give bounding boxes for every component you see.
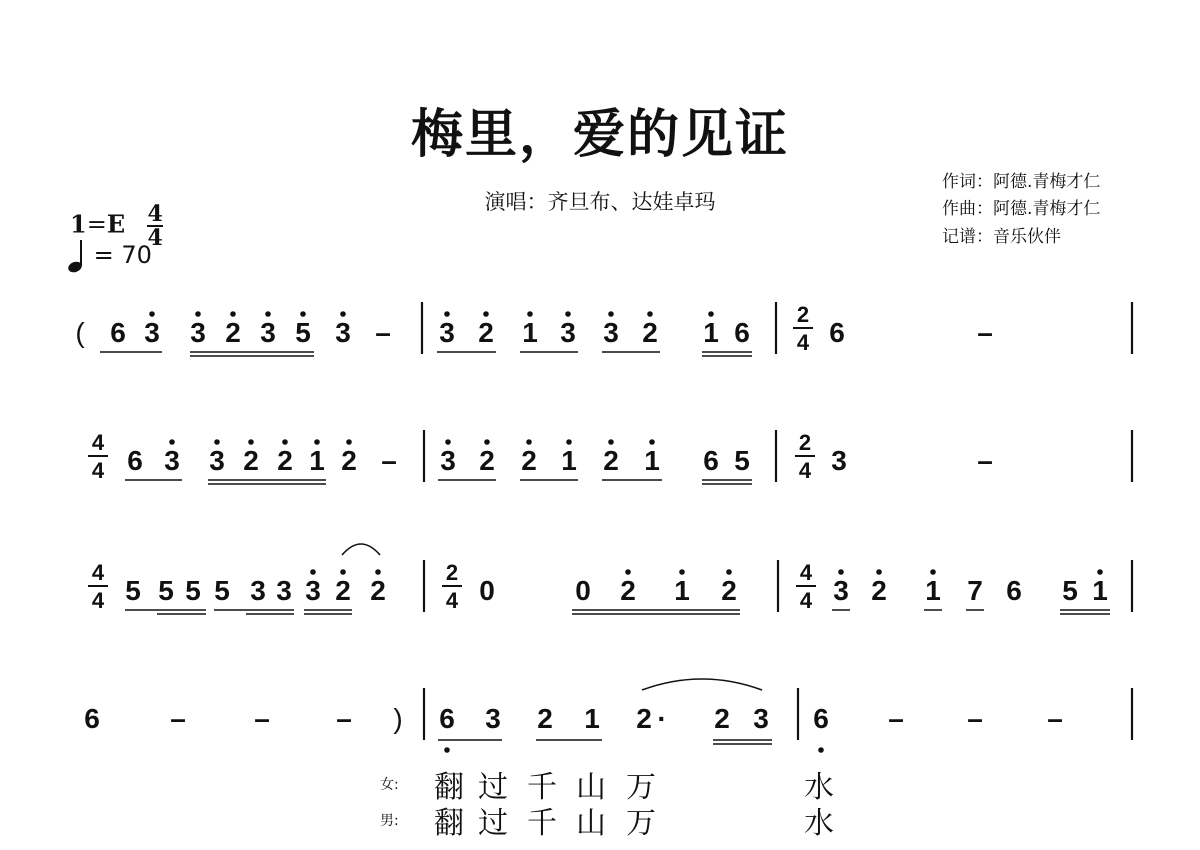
jianpu-note: 2	[721, 575, 737, 606]
male-label: 男:	[380, 813, 399, 829]
jianpu-note: 1	[644, 445, 660, 476]
jianpu-note: 2	[642, 317, 658, 348]
jianpu-note: 3	[305, 575, 321, 606]
extension-dash: –	[977, 317, 993, 348]
jianpu-note: 2	[521, 445, 537, 476]
jianpu-note: 7	[967, 575, 983, 606]
jianpu-note: 6	[734, 317, 750, 348]
close-paren: )	[393, 703, 403, 734]
lyrics-male-row	[380, 798, 880, 841]
lyric-female-char: 水	[804, 770, 834, 805]
jianpu-note: 5	[158, 575, 174, 606]
jianpu-note: 1	[584, 703, 600, 734]
jianpu-note: 2	[620, 575, 636, 606]
jianpu-note: 3	[560, 317, 576, 348]
time-sig-numerator: 2	[796, 302, 810, 327]
jianpu-note: 1	[561, 445, 577, 476]
octave-dot	[444, 311, 450, 317]
octave-dot	[346, 439, 352, 445]
key-tonic: 1	[70, 209, 87, 239]
time-sig-denominator: 4	[445, 588, 459, 613]
octave-dot	[248, 439, 254, 445]
time-sig-numerator: 4	[91, 430, 105, 455]
jianpu-note: 6	[1006, 575, 1022, 606]
lyric-male-char: 水	[804, 806, 834, 841]
lyric-male-char: 万	[626, 806, 656, 841]
transcriber-credit: 记谱：音乐伙伴	[942, 227, 1061, 247]
octave-dot	[169, 439, 175, 445]
composer-credit: 作曲：阿德.青梅才仁	[942, 199, 1101, 219]
jianpu-note: 5	[214, 575, 230, 606]
jianpu-note: 2	[478, 317, 494, 348]
octave-dot	[214, 439, 220, 445]
jianpu-note: 3	[440, 445, 456, 476]
jianpu-note: 2	[871, 575, 887, 606]
extension-dash: –	[977, 445, 993, 476]
octave-dot	[649, 439, 655, 445]
lyric-female-char: 翻	[434, 770, 464, 805]
jianpu-note: 6	[703, 445, 719, 476]
jianpu-note: 3	[164, 445, 180, 476]
singers-credit: 演唱：齐旦布、达娃卓玛	[484, 190, 716, 214]
jianpu-note: 1	[1092, 575, 1108, 606]
jianpu-note: 3	[260, 317, 276, 348]
octave-dot	[838, 569, 844, 575]
time-sig-denominator: 4	[796, 330, 810, 355]
octave-dot	[566, 439, 572, 445]
jianpu-note: 3	[831, 445, 847, 476]
lyrics-female-row	[380, 762, 880, 805]
octave-dot	[526, 439, 532, 445]
jianpu-note: 3	[439, 317, 455, 348]
key-equals: =	[86, 210, 107, 239]
octave-dot	[230, 311, 236, 317]
time-sig-numerator: 4	[91, 560, 105, 585]
extension-dash: –	[888, 703, 904, 734]
lyric-male-char: 翻	[434, 806, 464, 841]
extension-dash: –	[254, 703, 270, 734]
jianpu-note: 2	[341, 445, 357, 476]
jianpu-note: 3	[753, 703, 769, 734]
female-label: 女:	[380, 777, 399, 793]
octave-dot	[876, 569, 882, 575]
octave-dot	[282, 439, 288, 445]
jianpu-note: 3	[190, 317, 206, 348]
open-paren: (	[75, 317, 85, 348]
jianpu-note: 3	[335, 317, 351, 348]
octave-dot	[314, 439, 320, 445]
octave-dot	[375, 569, 381, 575]
jianpu-note: 6	[813, 703, 829, 734]
jianpu-note: 2	[537, 703, 553, 734]
time-sig-denominator: 4	[799, 588, 813, 613]
jianpu-note: 3	[485, 703, 501, 734]
jianpu-note: 1	[925, 575, 941, 606]
jianpu-note: 5	[295, 317, 311, 348]
augmentation-dot: ·	[657, 703, 667, 734]
jianpu-note: 6	[84, 703, 100, 734]
jianpu-note: 2	[479, 445, 495, 476]
jianpu-note: 5	[734, 445, 750, 476]
tempo-value: = 70	[93, 241, 152, 269]
jianpu-note: 2	[370, 575, 386, 606]
jianpu-note: 1	[309, 445, 325, 476]
jianpu-note: 3	[209, 445, 225, 476]
jianpu-note: 3	[276, 575, 292, 606]
octave-dot	[445, 439, 451, 445]
time-sig-denominator: 4	[798, 458, 812, 483]
slur-arc	[642, 679, 762, 690]
jianpu-note: 3	[144, 317, 160, 348]
page-title: 梅里，爱的见证	[410, 104, 789, 165]
jianpu-note: 6	[829, 317, 845, 348]
slur-arc	[342, 544, 380, 555]
octave-dot	[195, 311, 201, 317]
octave-dot	[679, 569, 685, 575]
octave-dot	[647, 311, 653, 317]
lyricist-credit: 作词：阿德.青梅才仁	[942, 172, 1101, 192]
lyric-female-char: 万	[626, 770, 656, 805]
lyric-female-char: 千	[527, 770, 557, 805]
time-numerator: 4	[147, 201, 163, 227]
time-sig-denominator: 4	[91, 588, 105, 613]
jianpu-note: 2	[636, 703, 652, 734]
octave-dot	[608, 311, 614, 317]
jianpu-note: 5	[185, 575, 201, 606]
extension-dash: –	[381, 445, 397, 476]
jianpu-note: 2	[714, 703, 730, 734]
time-denominator: 4	[147, 225, 163, 251]
jianpu-note: 0	[575, 575, 591, 606]
jianpu-note: 6	[439, 703, 455, 734]
octave-dot	[444, 747, 450, 753]
jianpu-note: 5	[1062, 575, 1078, 606]
octave-dot	[340, 311, 346, 317]
time-sig-denominator: 4	[91, 458, 105, 483]
jianpu-note: 2	[603, 445, 619, 476]
key-note: E	[106, 209, 126, 239]
octave-dot	[565, 311, 571, 317]
time-sig-numerator: 2	[798, 430, 812, 455]
octave-dot	[708, 311, 714, 317]
jianpu-note: 6	[127, 445, 143, 476]
jianpu-note: 3	[250, 575, 266, 606]
octave-dot	[726, 569, 732, 575]
octave-dot	[1097, 569, 1103, 575]
extension-dash: –	[336, 703, 352, 734]
octave-dot	[930, 569, 936, 575]
jianpu-note: 1	[674, 575, 690, 606]
octave-dot	[340, 569, 346, 575]
octave-dot	[265, 311, 271, 317]
jianpu-note: 2	[225, 317, 241, 348]
octave-dot	[818, 747, 824, 753]
jianpu-note: 0	[479, 575, 495, 606]
jianpu-note: 6	[110, 317, 126, 348]
octave-dot	[527, 311, 533, 317]
lyric-female-char: 过	[478, 770, 508, 805]
octave-dot	[483, 311, 489, 317]
time-sig-numerator: 2	[445, 560, 459, 585]
time-sig-numerator: 4	[799, 560, 813, 585]
jianpu-note: 1	[522, 317, 538, 348]
lyric-male-char: 千	[527, 806, 557, 841]
octave-dot	[625, 569, 631, 575]
lyric-female-char: 山	[576, 770, 606, 805]
jianpu-note: 2	[277, 445, 293, 476]
octave-dot	[310, 569, 316, 575]
lyric-male-char: 过	[478, 806, 508, 841]
octave-dot	[300, 311, 306, 317]
lyric-male-char: 山	[576, 806, 606, 841]
jianpu-note: 5	[125, 575, 141, 606]
octave-dot	[608, 439, 614, 445]
extension-dash: –	[967, 703, 983, 734]
extension-dash: –	[170, 703, 186, 734]
octave-dot	[149, 311, 155, 317]
extension-dash: –	[1047, 703, 1063, 734]
jianpu-note: 3	[603, 317, 619, 348]
jianpu-note: 3	[833, 575, 849, 606]
jianpu-note: 2	[335, 575, 351, 606]
jianpu-note: 1	[703, 317, 719, 348]
octave-dot	[484, 439, 490, 445]
jianpu-note: 2	[243, 445, 259, 476]
extension-dash: –	[375, 317, 391, 348]
